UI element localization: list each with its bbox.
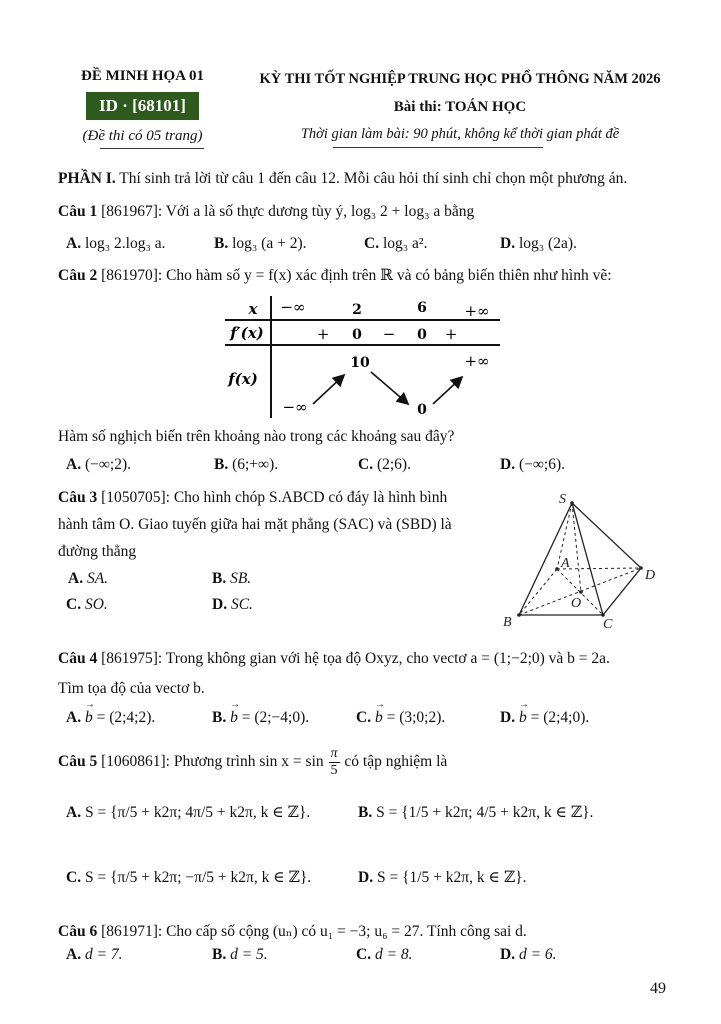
header-underline-left — [100, 148, 204, 149]
vt-f-0: −∞ — [282, 398, 308, 416]
q2-option-d[interactable]: D. (−∞;6). — [500, 456, 565, 473]
question-2: Câu 2 [861970]: Cho hàm số y = f(x) xác định trên ℝ và có bảng biến thiên như hình vẽ: — [58, 267, 612, 284]
label-a: A — [561, 556, 570, 571]
q3-option-b[interactable]: B. SB. — [212, 570, 252, 587]
q3-option-a[interactable]: A. SA. — [68, 570, 109, 587]
vt-arrow-up-2 — [433, 378, 461, 404]
q5-option-a[interactable]: A. S = {π/5 + k2π; 4π/5 + k2π, k ∈ ℤ}. — [66, 804, 311, 821]
vt-x-2: 6 — [417, 300, 427, 316]
vt-f-3: +∞ — [464, 352, 490, 370]
question-3-line-2: hành tâm O. Giao tuyến giữa hai mặt phẳng (SAC) và (SBD) là — [58, 516, 452, 533]
exam-label: ĐỀ MINH HỌA 01 — [81, 68, 204, 84]
subject: Bài thi: TOÁN HỌC — [393, 99, 527, 115]
header-underline-right — [333, 147, 543, 148]
q2-option-b[interactable]: B. (6;+∞). — [214, 456, 279, 473]
q6-option-d[interactable]: D. d = 6. — [500, 946, 557, 963]
vt-sign-4: + — [444, 325, 458, 343]
q5-option-b[interactable]: B. S = {1/5 + k2π; 4/5 + k2π, k ∈ ℤ}. — [358, 804, 594, 821]
q6-option-a[interactable]: A. d = 7. — [66, 946, 123, 963]
id-badge: ID · [68101] — [86, 92, 199, 120]
pyramid-figure — [495, 485, 675, 630]
vt-x-3: +∞ — [464, 302, 490, 320]
label-o: O — [571, 596, 582, 611]
question-6: Câu 6 [861971]: Cho cấp số cộng (uₙ) có u₁ = −3; u₆ = 27. Tính công sai d. — [58, 923, 527, 940]
question-2-followup: Hàm số nghịch biến trên khoảng nào trong các khoảng sau đây? — [58, 428, 455, 445]
q4-option-b[interactable]: B. → b = (2;−4;0). — [212, 709, 309, 727]
q1-option-b[interactable]: B. log₃ (a + 2). — [214, 235, 307, 252]
vt-arrow-down — [371, 372, 407, 403]
page-number: 49 — [650, 980, 666, 997]
q3-option-d[interactable]: D. SC. — [212, 596, 253, 613]
question-5: Câu 5 [1060861]: Phương trình sin x = sin $\frac{\pi}{5}$ có tập nghiệm là — [58, 746, 448, 778]
vt-f-2: 0 — [417, 402, 427, 418]
q2-option-c[interactable]: C. (2;6). — [358, 456, 411, 473]
section-instructions: PHẦN I. Thí sinh trả lời từ câu 1 đến câu 12. Mỗi câu hỏi thí sinh chỉ chọn một phương án. — [58, 170, 628, 187]
label-d: D — [645, 568, 656, 583]
vt-f-1: 10 — [350, 355, 370, 371]
pi-over-5: $\frac{\pi}{5}$ — [330, 746, 338, 778]
q1-option-c[interactable]: C. log₃ a². — [364, 235, 428, 252]
vt-fprime-label: f′(x) — [230, 324, 264, 342]
q4-option-c[interactable]: C. → b = (3;0;2). — [356, 709, 445, 727]
q6-option-c[interactable]: C. d = 8. — [356, 946, 413, 963]
question-3-line-3: đường thẳng — [58, 543, 137, 560]
label-c: C — [603, 617, 613, 630]
time-note: Thời gian làm bài: 90 phút, không kể thời gian phát đề — [300, 126, 620, 142]
vt-sign-0: + — [316, 325, 330, 343]
label-b: B — [503, 615, 512, 630]
question-4: Câu 4 [861975]: Trong không gian với hệ tọa độ Oxyz, cho vectơ a = (1;−2;0) và b = 2a. — [58, 650, 610, 667]
question-4-line-2: Tìm tọa độ của vectơ b. — [58, 680, 205, 697]
vt-x-label: x — [248, 300, 258, 318]
vt-sign-3: 0 — [417, 327, 427, 343]
variation-table — [215, 292, 505, 422]
q1-option-a[interactable]: A. log₃ 2.log₃ a. — [66, 235, 166, 252]
q3-option-c[interactable]: C. SO. — [66, 596, 108, 613]
q4-option-a[interactable]: A. → b = (2;4;2). — [66, 709, 155, 727]
vt-f-label: f(x) — [228, 370, 258, 388]
q1-option-d[interactable]: D. log₃ (2a). — [500, 235, 577, 252]
vt-arrow-up-1 — [313, 376, 343, 404]
question-3: Câu 3 [1050705]: Cho hình chóp S.ABCD có đáy là hình bình — [58, 489, 448, 506]
q5-option-c[interactable]: C. S = {π/5 + k2π; −π/5 + k2π, k ∈ ℤ}. — [66, 869, 312, 886]
q2-option-a[interactable]: A. (−∞;2). — [66, 456, 131, 473]
label-s: S — [559, 492, 566, 507]
q6-option-b[interactable]: B. d = 5. — [212, 946, 268, 963]
vt-sign-2: − — [382, 325, 396, 343]
question-1: Câu 1 [861967]: Với a là số thực dương tùy ý, log₃ 2 + log₃ a bằng — [58, 203, 475, 220]
vt-sign-1: 0 — [352, 327, 362, 343]
vt-x-0: −∞ — [280, 298, 306, 316]
q5-option-d[interactable]: D. S = {1/5 + k2π, k ∈ ℤ}. — [358, 869, 527, 886]
vt-x-1: 2 — [352, 302, 362, 318]
q4-option-d[interactable]: D. → b = (2;4;0). — [500, 709, 589, 727]
exam-title: KỲ THI TỐT NGHIỆP TRUNG HỌC PHỔ THÔNG NĂM 2026 — [259, 71, 661, 87]
pages-note: (Đề thi có 05 trang) — [82, 128, 203, 144]
